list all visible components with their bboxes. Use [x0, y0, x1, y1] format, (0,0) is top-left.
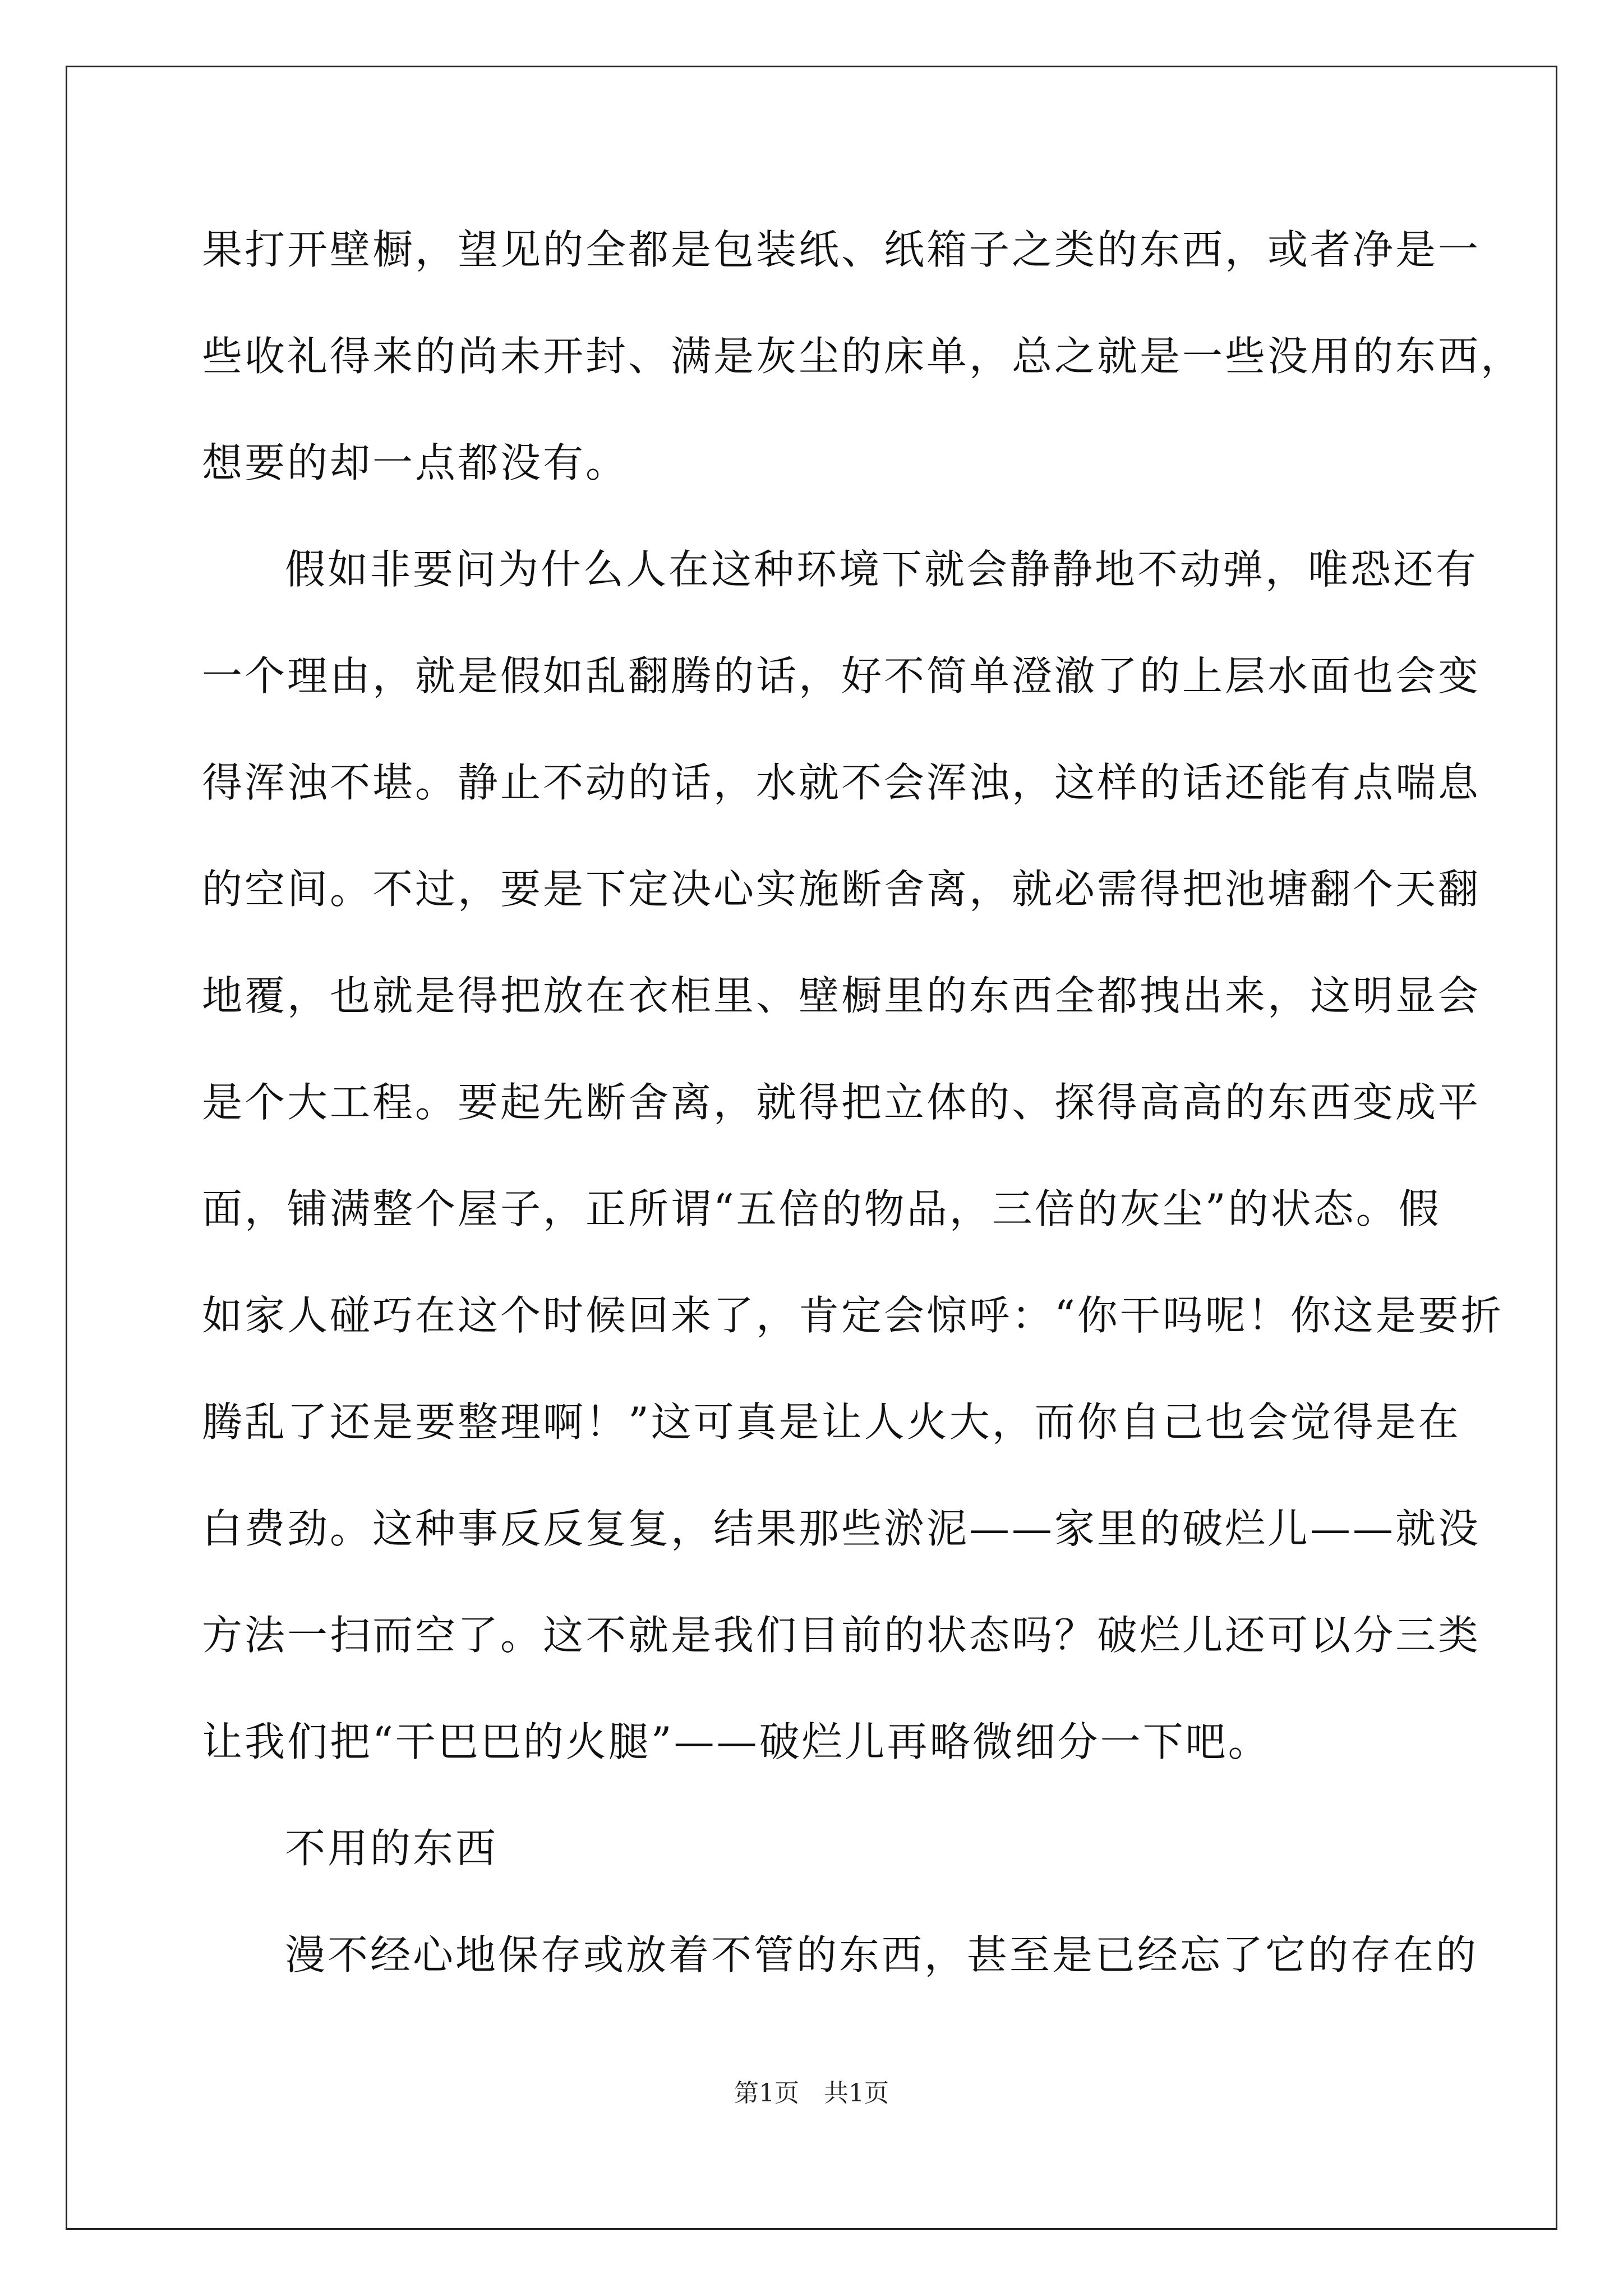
- text-line-1: 果打开壁橱，望见的全都是包装纸、纸箱子之类的东西，或者净是一: [202, 226, 1481, 273]
- text-line-2: 些收礼得来的尚未开封、满是灰尘的床单，总之就是一些没用的东西，: [202, 333, 1524, 380]
- text-line-8: 地覆，也就是得把放在衣柜里、壁橱里的东西全都拽出来，这明显会: [202, 972, 1481, 1019]
- text-line-13: 白费劲。这种事反反复复，结果那些淤泥——家里的破烂儿——就没: [202, 1505, 1481, 1552]
- text-line-14: 方法一扫而空了。这不就是我们目前的状态吗？破烂儿还可以分三类: [202, 1612, 1481, 1659]
- text-line-12: 腾乱了还是要整理啊！”这可真是让人火大，而你自己也会觉得是在: [202, 1398, 1461, 1446]
- section-heading: 不用的东西: [285, 1825, 499, 1872]
- text-line-6: 得浑浊不堪。静止不动的话，水就不会浑浊，这样的话还能有点喘息: [202, 759, 1481, 806]
- text-line-4: 假如非要问为什么人在这种环境下就会静静地不动弹，唯恐还有: [285, 546, 1479, 593]
- text-line-5: 一个理由，就是假如乱翻腾的话，好不简单澄澈了的上层水面也会变: [202, 652, 1481, 700]
- text-line-11: 如家人碰巧在这个时候回来了，肯定会惊呼：“你干吗呢！你这是要折: [202, 1292, 1504, 1339]
- text-line-15: 让我们把“干巴巴的火腿”——破烂儿再略微细分一下吧。: [202, 1718, 1271, 1765]
- document-body: [202, 208, 1524, 2019]
- page-footer: 第1页 共1页: [734, 2079, 889, 2108]
- text-line-10: 面，铺满整个屋子，正所谓“五倍的物品，三倍的灰尘”的状态。假: [202, 1185, 1441, 1232]
- text-line-3: 想要的却一点都没有。: [202, 439, 629, 486]
- text-line-17: 漫不经心地保存或放着不管的东西，甚至是已经忘了它的存在的: [285, 1931, 1479, 1978]
- text-line-7: 的空间。不过，要是下定决心实施断舍离，就必需得把池塘翻个天翻: [202, 866, 1481, 913]
- text-line-9: 是个大工程。要起先断舍离，就得把立体的、探得高高的东西变成平: [202, 1079, 1481, 1126]
